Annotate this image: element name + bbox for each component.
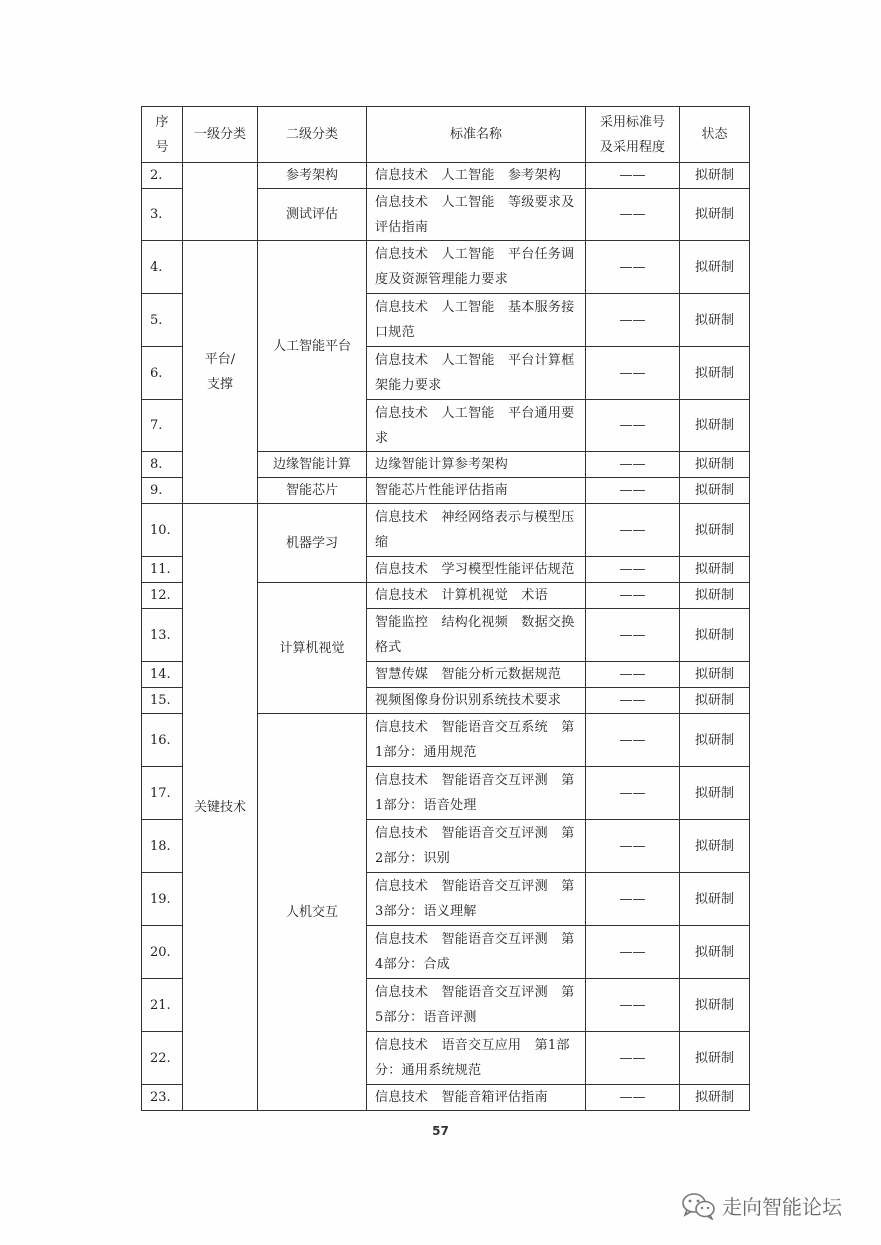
status-cell: 拟研制	[680, 714, 750, 767]
standard-name: 信息技术 智能语音交互评测 第4部分：合成	[367, 926, 586, 979]
level2-cell: 人工智能平台	[258, 241, 367, 452]
standard-name: 信息技术 人工智能 参考架构	[367, 163, 586, 189]
row-no: 20.	[142, 926, 183, 979]
adopt-cell: ——	[586, 662, 680, 688]
standard-name: 智能监控 结构化视频 数据交换格式	[367, 609, 586, 662]
standards-table	[141, 106, 750, 1111]
row-no: 6.	[142, 347, 183, 400]
status-cell: 拟研制	[680, 294, 750, 347]
standard-name: 信息技术 智能语音交互评测 第3部分：语义理解	[367, 873, 586, 926]
adopt-cell: ——	[586, 688, 680, 714]
adopt-cell: ——	[586, 767, 680, 820]
row-no: 5.	[142, 294, 183, 347]
row-no: 21.	[142, 979, 183, 1032]
row-no: 9.	[142, 478, 183, 504]
row-no: 17.	[142, 767, 183, 820]
row-no: 14.	[142, 662, 183, 688]
adopt-cell: ——	[586, 504, 680, 557]
table-row	[142, 163, 750, 189]
row-no: 23.	[142, 1085, 183, 1111]
row-no: 2.	[142, 163, 183, 189]
standard-name: 信息技术 智能音箱评估指南	[367, 1085, 586, 1111]
adopt-cell: ——	[586, 1085, 680, 1111]
standard-name: 信息技术 神经网络表示与模型压缩	[367, 504, 586, 557]
table-row	[142, 241, 750, 294]
adopt-cell: ——	[586, 241, 680, 294]
header-name: 标准名称	[367, 107, 586, 163]
standard-name: 智慧传媒 智能分析元数据规范	[367, 662, 586, 688]
standard-name: 信息技术 人工智能 基本服务接口规范	[367, 294, 586, 347]
wechat-icon	[680, 1192, 716, 1220]
row-no: 13.	[142, 609, 183, 662]
adopt-cell: ——	[586, 820, 680, 873]
table-header-row	[142, 107, 750, 163]
standard-name: 边缘智能计算参考架构	[367, 452, 586, 478]
row-no: 10.	[142, 504, 183, 557]
row-no: 15.	[142, 688, 183, 714]
standard-name: 视频图像身份识别系统技术要求	[367, 688, 586, 714]
standard-name: 信息技术 人工智能 等级要求及评估指南	[367, 189, 586, 241]
status-cell: 拟研制	[680, 873, 750, 926]
standard-name: 信息技术 人工智能 平台计算框架能力要求	[367, 347, 586, 400]
adopt-cell: ——	[586, 189, 680, 241]
standard-name: 信息技术 计算机视觉 术语	[367, 583, 586, 609]
adopt-cell: ——	[586, 452, 680, 478]
level2-cell: 机器学习	[258, 504, 367, 583]
level2-cell: 测试评估	[258, 189, 367, 241]
standard-name: 信息技术 语音交互应用 第1部分：通用系统规范	[367, 1032, 586, 1085]
row-no: 11.	[142, 557, 183, 583]
table-row	[142, 504, 750, 557]
status-cell: 拟研制	[680, 662, 750, 688]
level2-cell: 计算机视觉	[258, 583, 367, 714]
status-cell: 拟研制	[680, 1032, 750, 1085]
status-cell: 拟研制	[680, 609, 750, 662]
standard-name: 信息技术 智能语音交互评测 第1部分：语音处理	[367, 767, 586, 820]
row-no: 18.	[142, 820, 183, 873]
row-no: 22.	[142, 1032, 183, 1085]
status-cell: 拟研制	[680, 452, 750, 478]
header-level2: 二级分类	[258, 107, 367, 163]
status-cell: 拟研制	[680, 241, 750, 294]
adopt-cell: ——	[586, 926, 680, 979]
status-cell: 拟研制	[680, 767, 750, 820]
adopt-cell: ——	[586, 714, 680, 767]
adopt-cell: ——	[586, 1032, 680, 1085]
standard-name: 智能芯片性能评估指南	[367, 478, 586, 504]
row-no: 19.	[142, 873, 183, 926]
status-cell: 拟研制	[680, 688, 750, 714]
status-cell: 拟研制	[680, 163, 750, 189]
level1-cell: 关键技术	[183, 504, 258, 1111]
adopt-cell: ——	[586, 583, 680, 609]
row-no: 7.	[142, 400, 183, 452]
status-cell: 拟研制	[680, 189, 750, 241]
watermark-text: 走向智能论坛	[722, 1195, 842, 1219]
adopt-cell: ——	[586, 557, 680, 583]
standard-name: 信息技术 智能语音交互评测 第2部分：识别	[367, 820, 586, 873]
adopt-cell: ——	[586, 979, 680, 1032]
status-cell: 拟研制	[680, 400, 750, 452]
header-status: 状态	[680, 107, 750, 163]
level2-cell: 参考架构	[258, 163, 367, 189]
page-number: 57	[432, 1124, 449, 1138]
row-no: 8.	[142, 452, 183, 478]
adopt-cell: ——	[586, 873, 680, 926]
status-cell: 拟研制	[680, 979, 750, 1032]
standard-name: 信息技术 智能语音交互系统 第1部分：通用规范	[367, 714, 586, 767]
adopt-cell: ——	[586, 347, 680, 400]
header-adopt: 采用标准号及采用程度	[586, 107, 680, 163]
row-no: 16.	[142, 714, 183, 767]
status-cell: 拟研制	[680, 583, 750, 609]
level2-cell: 人机交互	[258, 714, 367, 1111]
row-no: 3.	[142, 189, 183, 241]
status-cell: 拟研制	[680, 557, 750, 583]
level2-cell: 智能芯片	[258, 478, 367, 504]
adopt-cell: ——	[586, 163, 680, 189]
standard-name: 信息技术 学习模型性能评估规范	[367, 557, 586, 583]
level2-cell: 边缘智能计算	[258, 452, 367, 478]
adopt-cell: ——	[586, 609, 680, 662]
status-cell: 拟研制	[680, 1085, 750, 1111]
standard-name: 信息技术 智能语音交互评测 第5部分：语音评测	[367, 979, 586, 1032]
level1-cell: 平台/支撑	[183, 241, 258, 504]
status-cell: 拟研制	[680, 820, 750, 873]
status-cell: 拟研制	[680, 504, 750, 557]
standard-name: 信息技术 人工智能 平台任务调度及资源管理能力要求	[367, 241, 586, 294]
row-no: 4.	[142, 241, 183, 294]
row-no: 12.	[142, 583, 183, 609]
adopt-cell: ——	[586, 400, 680, 452]
header-level1: 一级分类	[183, 107, 258, 163]
level1-cell-blank	[183, 163, 258, 241]
status-cell: 拟研制	[680, 347, 750, 400]
standard-name: 信息技术 人工智能 平台通用要求	[367, 400, 586, 452]
watermark	[680, 1191, 842, 1220]
status-cell: 拟研制	[680, 926, 750, 979]
adopt-cell: ——	[586, 294, 680, 347]
header-no: 序号	[142, 107, 183, 163]
status-cell: 拟研制	[680, 478, 750, 504]
adopt-cell: ——	[586, 478, 680, 504]
